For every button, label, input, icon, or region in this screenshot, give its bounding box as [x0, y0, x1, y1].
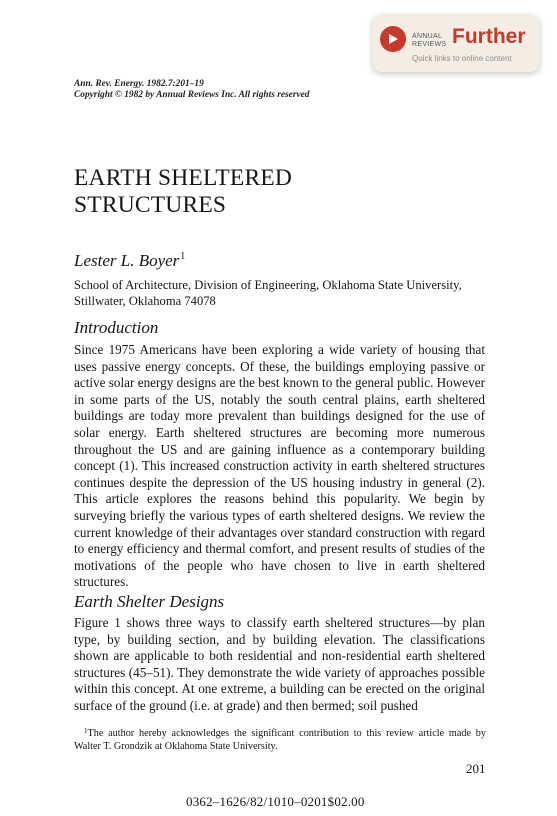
author-footnote-mark: 1: [180, 251, 186, 262]
article-title: [74, 165, 292, 219]
designs-paragraph: Figure 1 shows three ways to classify earth sheltered structures—by plan type, by building section, and by building elevation. The classifications shown are applicable to both residential and non-residential earth sheltered structures (45–51). They demonstrate the wide variety of approaches possible within this concept. At one extreme, a building can be erected on the original surface of the ground (i.e. at grade) and then bermed; soil pushed: [74, 615, 485, 713]
introduction-paragraph: Since 1975 Americans have been exploring a wide variety of housing that uses passive energy concepts. Of these, the buildings employing passive or active solar energy designs are the best known to the general public. However in some parts of the US, notably the south central plains, earth sheltered buildings are today more prevalent than buildings designed for the use of solar energy. Earth sheltered structures are becoming more numerous throughout the US and are gaining influence as a contemporary building concept (1). This increased construction activity in earth sheltered structures continues despite the depression of the US housing industry in general (2). This article explores the reasons behind this popularity. We begin by surveying briefly the various types of earth sheltered designs. We review the current knowledge of their advantages over standard construction with regard to energy efficiency and thermal comfort, and present results of studies of the motivations of the people who have chosen to live in earth sheltered structures.: [74, 342, 485, 590]
author-footnote: [74, 725, 486, 753]
further-links-badge[interactable]: [372, 14, 540, 72]
designs-heading: Earth Shelter Designs: [74, 592, 225, 611]
citation-line-2: Copyright © 1982 by Annual Reviews Inc. All rights reserved: [74, 90, 310, 100]
badge-subtitle: Quick links to online content: [412, 54, 512, 63]
badge-further-label: Further: [452, 25, 526, 48]
journal-citation: [74, 79, 310, 101]
introduction-heading: Introduction: [74, 318, 159, 337]
annual-reviews-logo-icon: [380, 26, 406, 52]
affiliation-line-2: Stillwater, Oklahoma 74078: [74, 293, 216, 308]
author-text: Lester L. Boyer: [74, 251, 180, 270]
author-affiliation: [74, 278, 494, 309]
citation-line-1: Ann. Rev. Energy. 1982.7:201–19: [74, 79, 204, 89]
footnote-text: The author hereby acknowledges the significant contribution to this review article made by Walter T. Grondzik at Oklahoma State University.: [74, 728, 486, 752]
author-name: [74, 247, 185, 271]
affiliation-line-1: School of Architecture, Division of Engineering, Oklahoma State University,: [74, 278, 462, 292]
title-line-1: EARTH SHELTERED: [74, 165, 293, 191]
title-line-2: STRUCTURES: [74, 192, 227, 218]
footnote-mark: 1: [84, 727, 88, 735]
page-number: 201: [466, 761, 486, 776]
badge-annual-reviews-label: ANNUAL REVIEWS: [412, 33, 447, 48]
issn-code: 0362–1626/82/1010–0201$02.00: [186, 794, 365, 809]
